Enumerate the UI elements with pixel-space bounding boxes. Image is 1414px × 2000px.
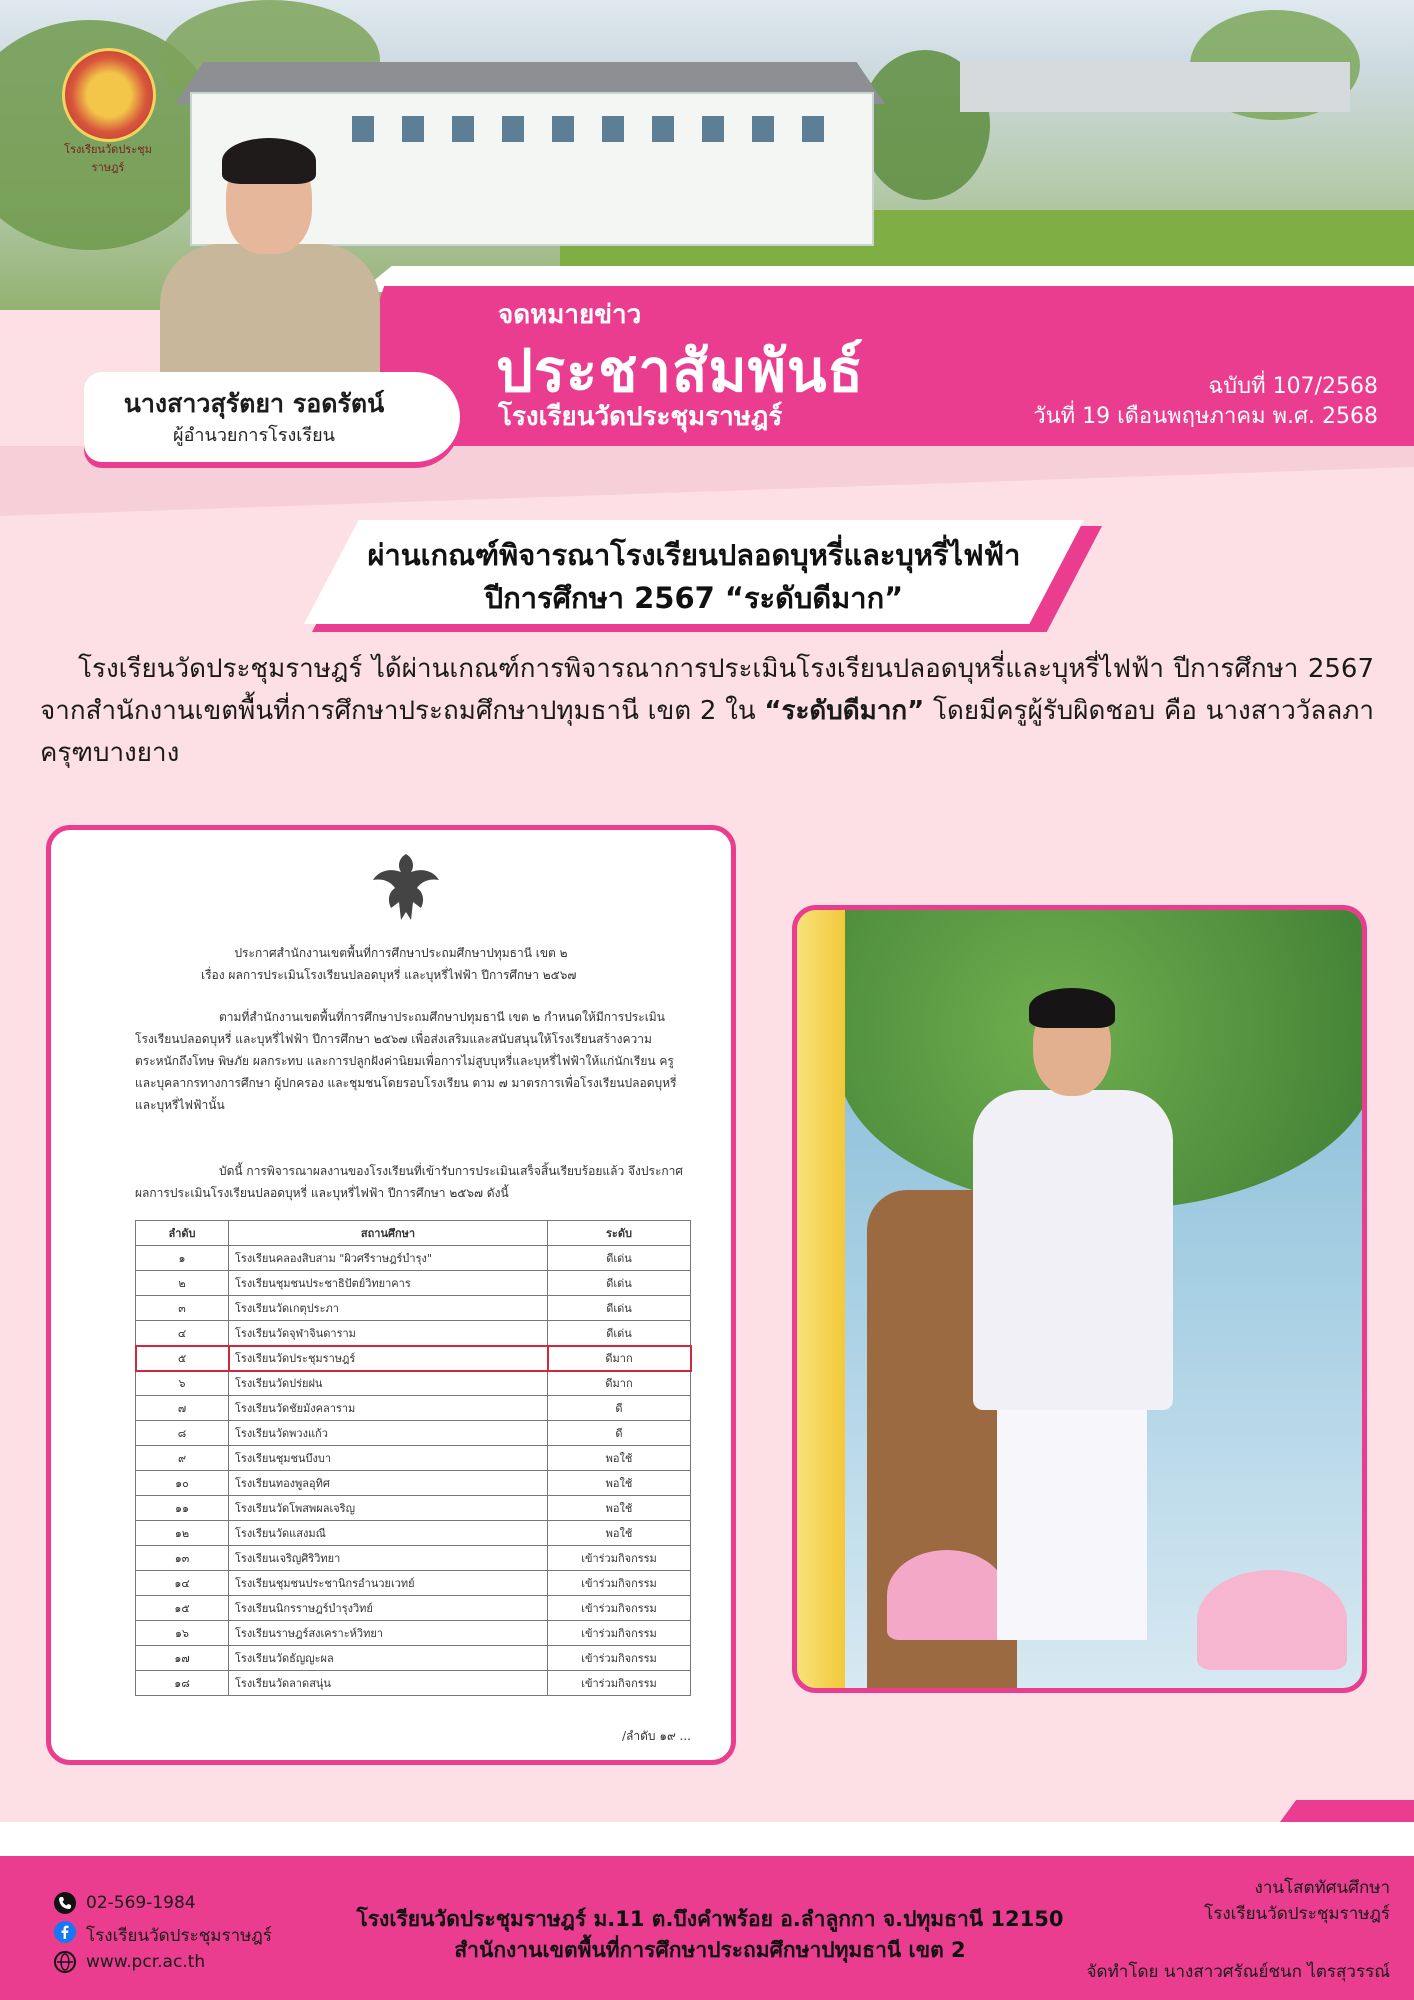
cell-school: โรงเรียนวัดชัยมังคลาราม	[229, 1396, 548, 1421]
cell-school: โรงเรียนชุมชนประชานิกรอำนวยเวทย์	[229, 1571, 548, 1596]
cell-level: พอใช้	[548, 1521, 691, 1546]
made-by: จัดทำโดย นางสาวศรัณย์ชนก ไตรสุวรรณ์	[1086, 1962, 1390, 1982]
school-address: โรงเรียนวัดประชุมราษฎร์ ม.11 ต.บึงคำพร้อย อ.ลำลูกกา จ.ปทุมธานี 12150	[356, 1907, 1064, 1931]
cell-school: โรงเรียนชุมชนประชาธิปัตย์วิทยาคาร	[229, 1271, 548, 1296]
table-row	[136, 1371, 691, 1396]
globe-icon	[54, 1951, 76, 1973]
school-name: โรงเรียนวัดประชุมราษฎร์	[498, 402, 783, 432]
continuation-note: /ลำดับ ๑๙ ...	[621, 1729, 691, 1743]
cell-level: ดีเด่น	[548, 1296, 691, 1321]
pr-school: โรงเรียนวัดประชุมราษฎร์	[1204, 1904, 1390, 1924]
director-name-card	[84, 372, 460, 462]
cell-level: เข้าร่วมกิจกรรม	[548, 1546, 691, 1571]
table-row	[136, 1246, 691, 1271]
teacher-photo	[792, 905, 1367, 1693]
cell-school: โรงเรียนวัดแสงมณี	[229, 1521, 548, 1546]
table-row	[136, 1521, 691, 1546]
table-row	[136, 1671, 691, 1696]
facebook-icon	[54, 1921, 76, 1943]
newsletter-label: จดหมายข่าว	[498, 300, 642, 330]
cell-no: ๑๗	[136, 1646, 229, 1671]
document-paragraph-1: ตามที่สำนักงานเขตพื้นที่การศึกษาประถมศึกษาปทุมธานี เขต ๒ กำหนดให้มีการประเมินโรงเรียนปลอดบุหรี่ และบุหรี่ไฟฟ้า ปีการศึกษา ๒๕๖๗ เพื่อส่งเสริมและสนับสนุนให้โรงเรียนสร้างความตระหนักถึงโทษ พิษภัย ผลกระทบ และการปลูกฝังค่านิยมเพื่อการไม่สูบบุหรี่และบุหรี่ไฟฟ้าให้แก่นักเรียน ครูและบุคลากรทางการศึกษา ผู้ปกครอง และชุมชนโดยรอบโรงเรียน ตาม ๗ มาตรการเพื่อโรงเรียนปลอดบุหรี่และบุหรี่ไฟฟ้านั้น	[135, 1010, 677, 1112]
issue-number: ฉบับที่ 107/2568	[1208, 374, 1378, 399]
cell-school: โรงเรียนทองพูลอุทิศ	[229, 1471, 548, 1496]
cell-school: โรงเรียนวัดธัญญะผล	[229, 1646, 548, 1671]
cell-school: โรงเรียนเจริญศิริวิทยา	[229, 1546, 548, 1571]
table-row	[136, 1346, 691, 1371]
footer-divider	[0, 1822, 1414, 1856]
cell-no: ๖	[136, 1371, 229, 1396]
cell-no: ๑๖	[136, 1621, 229, 1646]
cell-level: เข้าร่วมกิจกรรม	[548, 1596, 691, 1621]
cell-level: เข้าร่วมกิจกรรม	[548, 1646, 691, 1671]
cell-school: โรงเรียนวัดปร่ยฝน	[229, 1371, 548, 1396]
cell-no: ๓	[136, 1296, 229, 1321]
cell-level: เข้าร่วมกิจกรรม	[548, 1571, 691, 1596]
cell-no: ๑๘	[136, 1671, 229, 1696]
results-table	[135, 1220, 691, 1696]
announce-line-2: เรื่อง ผลการประเมินโรงเรียนปลอดบุหรี่ และบุหรี่ไฟฟ้า ปีการศึกษา ๒๕๖๗	[201, 968, 577, 982]
cell-school: โรงเรียนวัดลาดสนุ่น	[229, 1671, 548, 1696]
table-row	[136, 1271, 691, 1296]
phone-icon	[54, 1892, 76, 1914]
cell-no: ๗	[136, 1396, 229, 1421]
header-no: ลำดับ	[136, 1221, 229, 1246]
newsletter-title: ประชาสัมพันธ์	[496, 337, 864, 405]
school-logo	[52, 44, 164, 174]
cell-no: ๔	[136, 1321, 229, 1346]
cell-school: โรงเรียนวัดเกตุประภา	[229, 1296, 548, 1321]
table-row	[136, 1296, 691, 1321]
cell-no: ๒	[136, 1271, 229, 1296]
table-header-row	[136, 1221, 691, 1246]
cell-level: ดีเด่น	[548, 1246, 691, 1271]
facebook-page[interactable]: โรงเรียนวัดประชุมราษฎร์	[86, 1926, 272, 1946]
body-emphasis: “ระดับดีมาก”	[764, 696, 925, 726]
cell-school: โรงเรียนนิกรราษฎร์บำรุงวิทย์	[229, 1596, 548, 1621]
director-name: นางสาวสุรัตยา รอดรัตน์	[123, 389, 385, 418]
table-row	[136, 1546, 691, 1571]
logo-caption: โรงเรียนวัดประชุมราษฎร์	[64, 143, 152, 174]
cell-no: ๑๑	[136, 1496, 229, 1521]
cell-level: ดี	[548, 1421, 691, 1446]
cell-school: โรงเรียนวัดประชุมราษฎร์	[229, 1346, 548, 1371]
education-office: สำนักงานเขตพื้นที่การศึกษาประถมศึกษาปทุมธานี เขต 2	[454, 1938, 966, 1962]
cell-school: โรงเรียนราษฎร์สงเคราะห์วิทยา	[229, 1621, 548, 1646]
table-row	[136, 1446, 691, 1471]
headline-line-2: ปีการศึกษา 2567 “ระดับดีมาก”	[484, 581, 904, 615]
garuda-emblem-icon	[371, 848, 441, 928]
director-role: ผู้อำนวยการโรงเรียน	[173, 425, 335, 446]
table-row	[136, 1571, 691, 1596]
table-row	[136, 1396, 691, 1421]
cell-no: ๕	[136, 1346, 229, 1371]
cell-no: ๑๓	[136, 1546, 229, 1571]
cell-level: เข้าร่วมกิจกรรม	[548, 1671, 691, 1696]
cell-level: พอใช้	[548, 1446, 691, 1471]
cell-level: ดีเด่น	[548, 1321, 691, 1346]
table-row	[136, 1496, 691, 1521]
table-row	[136, 1596, 691, 1621]
header-level: ระดับ	[548, 1221, 691, 1246]
body-part-2: โดยมีครูผู้รับผิดชอบ คือ นางสาววัลลภา ครุฑบางยาง	[40, 696, 1375, 768]
cell-school: โรงเรียนชุมชนบึงบา	[229, 1446, 548, 1471]
table-row	[136, 1646, 691, 1671]
cell-no: ๘	[136, 1421, 229, 1446]
cell-no: ๑๕	[136, 1596, 229, 1621]
cell-level: เข้าร่วมกิจกรรม	[548, 1621, 691, 1646]
headline-line-1: ผ่านเกณฑ์พิจารณาโรงเรียนปลอดบุหรี่และบุหรี่ไฟฟ้า	[367, 538, 1021, 572]
footer-accent	[1280, 1800, 1414, 1822]
table-row	[136, 1321, 691, 1346]
body-part-1: โรงเรียนวัดประชุมราษฎร์ ได้ผ่านเกณฑ์การพิจารณาการประเมินโรงเรียนปลอดบุหรี่และบุหรี่ไฟฟ้า ปีการศึกษา 2567 จากสำนักงานเขตพื้นที่การศึกษาประถมศึกษาปทุมธานี เขต 2 ใน	[40, 654, 1374, 726]
cell-level: ดีมาก	[548, 1346, 691, 1371]
table-row	[136, 1421, 691, 1446]
table-row	[136, 1621, 691, 1646]
cell-no: ๑๐	[136, 1471, 229, 1496]
cell-no: ๑	[136, 1246, 229, 1271]
header-school: สถานศึกษา	[229, 1221, 548, 1246]
pr-unit: งานโสตทัศนศึกษา	[1254, 1878, 1390, 1898]
cell-level: ดีเด่น	[548, 1271, 691, 1296]
cell-level: พอใช้	[548, 1496, 691, 1521]
cell-school: โรงเรียนวัดพวงแก้ว	[229, 1421, 548, 1446]
table-row	[136, 1471, 691, 1496]
cell-school: โรงเรียนวัดจุฬาจินดาราม	[229, 1321, 548, 1346]
cell-no: ๙	[136, 1446, 229, 1471]
news-body	[40, 648, 1374, 774]
cell-no: ๑๒	[136, 1521, 229, 1546]
phone-number: 02-569-1984	[86, 1893, 196, 1913]
cell-level: ดี	[548, 1396, 691, 1421]
cell-school: โรงเรียนวัดโพสพผลเจริญ	[229, 1496, 548, 1521]
cell-school: โรงเรียนคลองสิบสาม "ผิวศรีราษฎร์บำรุง"	[229, 1246, 548, 1271]
announce-line-1: ประกาศสำนักงานเขตพื้นที่การศึกษาประถมศึกษาปทุมธานี เขต ๒	[234, 946, 568, 960]
issue-date: วันที่ 19 เดือนพฤษภาคม พ.ศ. 2568	[1033, 404, 1378, 429]
cell-level: ดีมาก	[548, 1371, 691, 1396]
cell-no: ๑๔	[136, 1571, 229, 1596]
announcement-document	[46, 825, 736, 1765]
document-paragraph-2: บัดนี้ การพิจารณาผลงานของโรงเรียนที่เข้ารับการประเมินเสร็จสิ้นเรียบร้อยแล้ว จึงประกาศผลการประเมินโรงเรียนปลอดบุหรี่ และบุหรี่ไฟฟ้า ปีการศึกษา ๒๕๖๗ ดังนี้	[135, 1164, 684, 1200]
cell-level: พอใช้	[548, 1471, 691, 1496]
website-link[interactable]: www.pcr.ac.th	[86, 1952, 206, 1972]
director-photo	[160, 132, 380, 372]
